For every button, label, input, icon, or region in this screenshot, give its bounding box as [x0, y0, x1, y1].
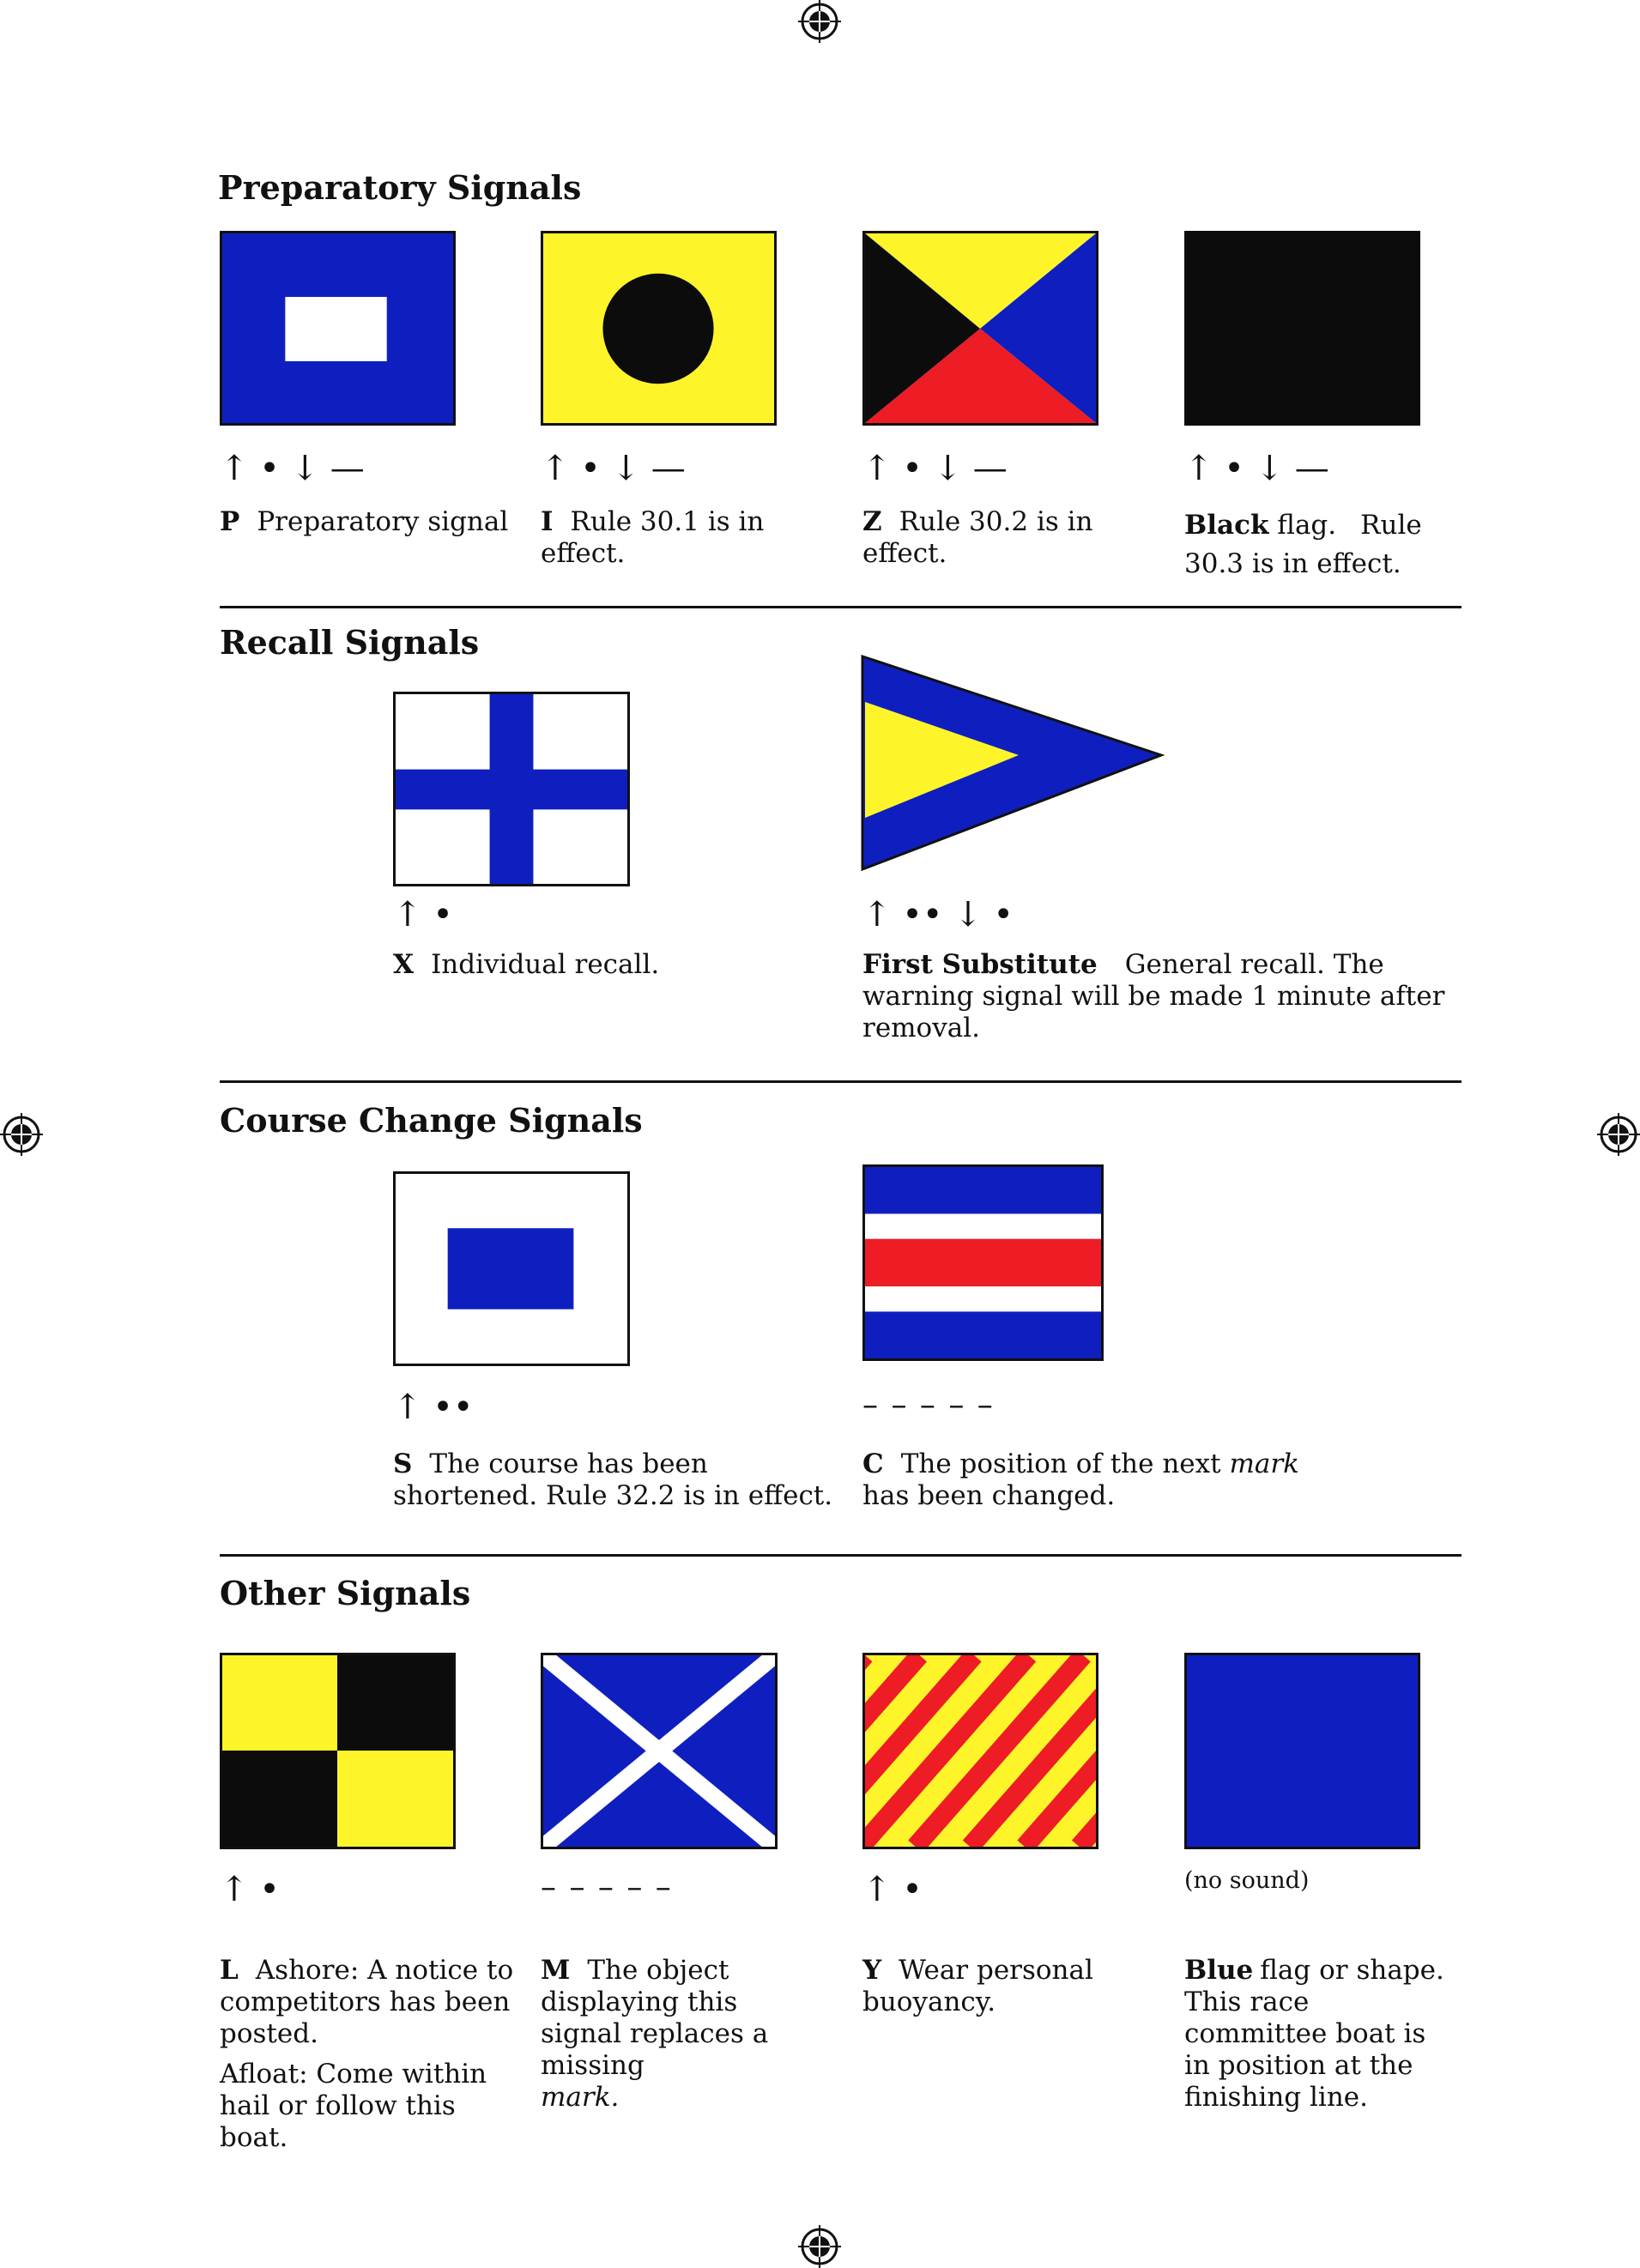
flag-caption: [393, 1448, 839, 1512]
flag-description-emphasis: mark.: [541, 2082, 620, 2113]
flag-caption: [862, 949, 1446, 1044]
flag-letter: L: [220, 1955, 239, 1986]
flag-description: General recall. The warning signal will be made 1 minute after removal.: [862, 949, 1445, 1043]
flag-description: The position of the next: [900, 1448, 1230, 1479]
flag-letter: Blue: [1184, 1955, 1254, 1986]
flag-letter-suffix: flag.: [1268, 510, 1337, 541]
flag-l-icon: [220, 1653, 456, 1849]
flag-caption: [220, 506, 511, 538]
flag-description: Ashore: A notice to competitors has been posted.: [220, 1955, 514, 2049]
section-divider: [220, 1554, 1461, 1557]
flag-x-icon: [393, 692, 630, 886]
flag-letter: P: [220, 506, 240, 537]
flag-y-icon: [862, 1653, 1098, 1849]
flag-description: Individual recall.: [431, 949, 660, 980]
sound-signal: ↑ • ↓ —: [1184, 449, 1329, 488]
flag-z-icon: [862, 231, 1098, 426]
flag-description: Rule 30.2 is in effect.: [862, 506, 1093, 569]
section-title-other: Other Signals: [220, 1574, 471, 1612]
flag-letter: M: [541, 1955, 571, 1986]
flag-description-emphasis: mark: [1229, 1448, 1299, 1479]
flag-letter: X: [393, 949, 415, 980]
blue-flag-icon: [1184, 1653, 1420, 1849]
sound-signal: – – – – –: [541, 1870, 673, 1905]
sound-signal: – – – – –: [862, 1388, 995, 1423]
flag-caption: [541, 1955, 824, 2114]
flag-caption: [862, 1955, 1120, 2018]
sound-signal: (no sound): [1184, 1867, 1310, 1894]
section-divider: [220, 1080, 1461, 1083]
sound-signal: ↑ •• ↓ •: [862, 895, 1014, 934]
section-divider: [220, 606, 1461, 608]
flag-caption: [1184, 1955, 1450, 2114]
flag-letter: S: [393, 1448, 413, 1479]
flag-description: The course has been shortened. Rule 32.2 is in effect.: [393, 1448, 833, 1511]
flag-description: The object displaying this signal replaces a missing: [541, 1955, 769, 2081]
flag-caption: [1184, 506, 1442, 584]
section-title-recall: Recall Signals: [220, 623, 480, 662]
registration-mark-icon: [798, 2225, 841, 2268]
flag-caption: [393, 949, 736, 981]
flag-c-icon: [862, 1164, 1104, 1361]
flag-description: Preparatory signal: [257, 506, 509, 537]
flag-letter: Z: [862, 506, 882, 537]
flag-m-icon: [541, 1653, 778, 1849]
sound-signal: ↑ •: [862, 1870, 923, 1909]
sound-signal: ↑ •: [393, 895, 453, 934]
black-flag-icon: [1184, 231, 1420, 426]
flag-letter: Black: [1184, 510, 1269, 541]
flag-letter: I: [541, 506, 554, 537]
sound-signal: ↑ ••: [393, 1388, 474, 1427]
flag-letter: First Substitute: [862, 949, 1098, 980]
sound-signal: ↑ • ↓ —: [862, 449, 1008, 488]
flag-caption: [862, 1448, 1343, 1512]
section-title-preparatory: Preparatory Signals: [218, 168, 582, 207]
registration-mark-icon: [0, 1113, 43, 1156]
flag-i-icon: [541, 231, 777, 426]
sound-signal: ↑ • ↓ —: [541, 449, 686, 488]
flag-p-icon: [220, 231, 456, 426]
sound-signal: ↑ • ↓ —: [220, 449, 365, 488]
first-substitute-pennant-icon: [861, 655, 1165, 874]
flag-description: flag or shape. This race committee boat is in position at the finishing line.: [1184, 1955, 1444, 2113]
flag-caption: [862, 506, 1120, 570]
flag-letter: Y: [862, 1955, 882, 1986]
flag-description-end: has been changed.: [862, 1480, 1116, 1511]
flag-description: Rule 30.1 is in effect.: [541, 506, 765, 569]
flag-caption: [220, 1955, 520, 2154]
registration-mark-icon: [798, 0, 841, 43]
flag-letter: C: [862, 1448, 884, 1479]
flag-description-2: Afloat: Come within hail or follow this boat.: [220, 2059, 487, 2153]
flag-caption: [541, 506, 798, 570]
sound-signal: ↑ •: [220, 1870, 280, 1909]
flag-description: Wear personal buoyancy.: [862, 1955, 1093, 2017]
flag-description: Rule 30.3 is in effect.: [1184, 510, 1422, 579]
section-title-course-change: Course Change Signals: [220, 1101, 643, 1140]
flag-s-icon: [393, 1171, 630, 1366]
registration-mark-icon: [1597, 1113, 1640, 1156]
